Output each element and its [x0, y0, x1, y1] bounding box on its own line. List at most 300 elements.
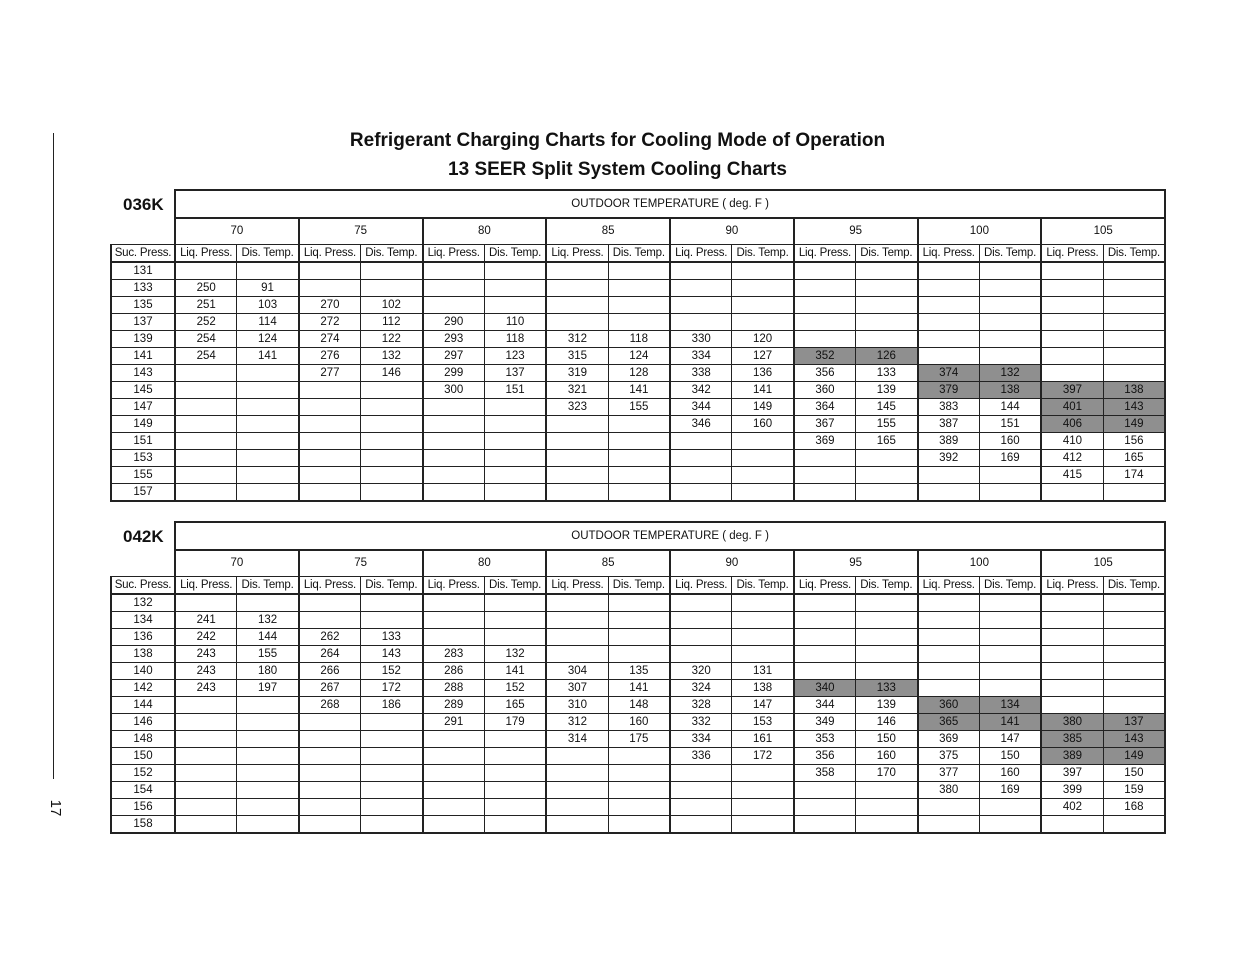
discharge-temp-cell — [979, 663, 1041, 680]
discharge-temp-header: Dis. Temp. — [237, 245, 299, 263]
discharge-temp-cell — [608, 450, 670, 467]
liquid-pressure-cell — [423, 416, 485, 433]
table-row — [111, 748, 1165, 765]
liquid-pressure-cell — [175, 765, 237, 782]
table-row — [111, 612, 1165, 629]
liquid-pressure-cell — [1041, 331, 1103, 348]
temp-header: 105 — [1041, 218, 1165, 245]
model-row — [111, 522, 1165, 550]
table-row — [111, 382, 1165, 399]
discharge-temp-header: Dis. Temp. — [484, 245, 546, 263]
discharge-temp-cell — [1103, 816, 1165, 834]
discharge-temp-cell — [856, 467, 918, 484]
discharge-temp-header: Dis. Temp. — [979, 577, 1041, 595]
liquid-pressure-cell — [794, 816, 856, 834]
discharge-temp-cell — [979, 280, 1041, 297]
liquid-pressure-cell — [423, 748, 485, 765]
suction-pressure-cell: 142 — [111, 680, 175, 697]
liquid-pressure-cell: 262 — [299, 629, 361, 646]
discharge-temp-cell — [484, 433, 546, 450]
liquid-pressure-header: Liq. Press. — [299, 245, 361, 263]
table-row — [111, 365, 1165, 382]
discharge-temp-cell: 141 — [979, 714, 1041, 731]
suction-pressure-cell: 132 — [111, 594, 175, 612]
liquid-pressure-cell: 346 — [670, 416, 732, 433]
discharge-temp-cell — [1103, 680, 1165, 697]
discharge-temp-cell: 146 — [856, 714, 918, 731]
liquid-pressure-cell — [794, 331, 856, 348]
liquid-pressure-cell: 243 — [175, 646, 237, 663]
discharge-temp-cell: 159 — [1103, 782, 1165, 799]
liquid-pressure-cell — [423, 484, 485, 502]
liquid-pressure-cell — [1041, 484, 1103, 502]
discharge-temp-cell: 132 — [237, 612, 299, 629]
liquid-pressure-cell — [794, 262, 856, 280]
table-row — [111, 629, 1165, 646]
discharge-temp-cell — [732, 484, 794, 502]
temp-header: 100 — [918, 218, 1042, 245]
discharge-temp-cell: 112 — [361, 314, 423, 331]
suction-pressure-header: Suc. Press. — [111, 577, 175, 595]
liquid-pressure-header: Liq. Press. — [546, 245, 608, 263]
discharge-temp-cell — [484, 612, 546, 629]
table-row — [111, 433, 1165, 450]
liquid-pressure-cell — [546, 765, 608, 782]
discharge-temp-cell — [484, 748, 546, 765]
liquid-pressure-cell — [1041, 348, 1103, 365]
discharge-temp-cell — [856, 629, 918, 646]
liquid-pressure-cell — [670, 816, 732, 834]
discharge-temp-cell — [1103, 697, 1165, 714]
liquid-pressure-cell — [423, 612, 485, 629]
discharge-temp-cell: 139 — [856, 382, 918, 399]
liquid-pressure-cell: 243 — [175, 663, 237, 680]
discharge-temp-cell — [361, 262, 423, 280]
discharge-temp-header: Dis. Temp. — [979, 245, 1041, 263]
discharge-temp-cell — [608, 765, 670, 782]
discharge-temp-cell — [979, 612, 1041, 629]
discharge-temp-cell: 149 — [1103, 416, 1165, 433]
liquid-pressure-cell: 250 — [175, 280, 237, 297]
table-row — [111, 680, 1165, 697]
discharge-temp-cell — [484, 297, 546, 314]
discharge-temp-cell — [979, 314, 1041, 331]
liquid-pressure-header: Liq. Press. — [299, 577, 361, 595]
liquid-pressure-cell: 319 — [546, 365, 608, 382]
liquid-pressure-cell — [175, 365, 237, 382]
table-row — [111, 450, 1165, 467]
suction-pressure-cell: 143 — [111, 365, 175, 382]
discharge-temp-cell — [361, 433, 423, 450]
liquid-pressure-cell: 340 — [794, 680, 856, 697]
discharge-temp-cell — [608, 629, 670, 646]
liquid-pressure-cell: 399 — [1041, 782, 1103, 799]
liquid-pressure-cell: 377 — [918, 765, 980, 782]
discharge-temp-cell: 134 — [979, 697, 1041, 714]
discharge-temp-cell — [856, 782, 918, 799]
liquid-pressure-cell — [423, 629, 485, 646]
discharge-temp-cell — [237, 433, 299, 450]
discharge-temp-cell: 152 — [361, 663, 423, 680]
discharge-temp-cell: 141 — [608, 680, 670, 697]
discharge-temp-cell — [361, 765, 423, 782]
liquid-pressure-cell: 342 — [670, 382, 732, 399]
discharge-temp-cell — [361, 484, 423, 502]
liquid-pressure-cell — [423, 816, 485, 834]
discharge-temp-cell — [608, 594, 670, 612]
discharge-temp-cell — [856, 262, 918, 280]
temp-header: 75 — [299, 218, 423, 245]
discharge-temp-cell — [484, 467, 546, 484]
page-number: 17 — [47, 799, 64, 817]
discharge-temp-cell — [608, 748, 670, 765]
liquid-pressure-cell — [423, 297, 485, 314]
table-row — [111, 399, 1165, 416]
discharge-temp-header: Dis. Temp. — [732, 245, 794, 263]
liquid-pressure-cell: 320 — [670, 663, 732, 680]
liquid-pressure-cell — [299, 799, 361, 816]
liquid-pressure-cell: 297 — [423, 348, 485, 365]
discharge-temp-cell: 120 — [732, 331, 794, 348]
discharge-temp-cell: 139 — [856, 697, 918, 714]
liquid-pressure-cell — [794, 297, 856, 314]
discharge-temp-cell — [732, 629, 794, 646]
discharge-temp-cell — [1103, 314, 1165, 331]
liquid-pressure-cell — [918, 262, 980, 280]
liquid-pressure-cell: 324 — [670, 680, 732, 697]
discharge-temp-cell — [484, 731, 546, 748]
discharge-temp-cell: 155 — [856, 416, 918, 433]
discharge-temp-cell — [732, 433, 794, 450]
liquid-pressure-cell: 277 — [299, 365, 361, 382]
liquid-pressure-cell — [423, 731, 485, 748]
table-row — [111, 663, 1165, 680]
liquid-pressure-cell — [918, 680, 980, 697]
discharge-temp-cell: 151 — [979, 416, 1041, 433]
discharge-temp-cell — [1103, 629, 1165, 646]
liquid-pressure-cell — [423, 782, 485, 799]
liquid-pressure-cell — [423, 467, 485, 484]
discharge-temp-cell: 169 — [979, 782, 1041, 799]
discharge-temp-cell — [1103, 663, 1165, 680]
liquid-pressure-cell — [794, 646, 856, 663]
discharge-temp-cell: 141 — [732, 382, 794, 399]
liquid-pressure-cell: 389 — [1041, 748, 1103, 765]
discharge-temp-cell — [856, 314, 918, 331]
table-row — [111, 731, 1165, 748]
liquid-pressure-cell: 299 — [423, 365, 485, 382]
liquid-pressure-cell — [918, 467, 980, 484]
discharge-temp-header: Dis. Temp. — [484, 577, 546, 595]
liquid-pressure-cell — [546, 594, 608, 612]
temperature-row — [111, 550, 1165, 577]
discharge-temp-cell — [608, 280, 670, 297]
liquid-pressure-cell — [670, 646, 732, 663]
discharge-temp-cell — [608, 816, 670, 834]
liquid-pressure-cell — [1041, 262, 1103, 280]
discharge-temp-header: Dis. Temp. — [856, 245, 918, 263]
liquid-pressure-header: Liq. Press. — [423, 577, 485, 595]
suction-pressure-cell: 153 — [111, 450, 175, 467]
suction-pressure-cell: 155 — [111, 467, 175, 484]
liquid-pressure-cell — [175, 697, 237, 714]
discharge-temp-cell: 138 — [732, 680, 794, 697]
liquid-pressure-cell: 321 — [546, 382, 608, 399]
discharge-temp-cell — [237, 594, 299, 612]
discharge-temp-cell: 133 — [856, 680, 918, 697]
discharge-temp-cell: 138 — [979, 382, 1041, 399]
liquid-pressure-cell — [794, 663, 856, 680]
liquid-pressure-cell — [794, 484, 856, 502]
temp-header: 95 — [794, 550, 918, 577]
liquid-pressure-cell — [546, 297, 608, 314]
temp-header: 80 — [423, 550, 547, 577]
liquid-pressure-header: Liq. Press. — [794, 577, 856, 595]
discharge-temp-cell — [361, 714, 423, 731]
liquid-pressure-cell — [1041, 314, 1103, 331]
temp-header: 90 — [670, 218, 794, 245]
liquid-pressure-cell — [918, 594, 980, 612]
liquid-pressure-cell: 328 — [670, 697, 732, 714]
liquid-pressure-cell — [794, 314, 856, 331]
liquid-pressure-cell — [918, 646, 980, 663]
discharge-temp-cell: 146 — [361, 365, 423, 382]
discharge-temp-cell: 179 — [484, 714, 546, 731]
discharge-temp-cell: 137 — [484, 365, 546, 382]
discharge-temp-cell — [979, 348, 1041, 365]
liquid-pressure-cell — [546, 612, 608, 629]
discharge-temp-cell: 147 — [732, 697, 794, 714]
liquid-pressure-cell: 401 — [1041, 399, 1103, 416]
suction-pressure-cell: 136 — [111, 629, 175, 646]
liquid-pressure-cell: 338 — [670, 365, 732, 382]
discharge-temp-cell — [237, 262, 299, 280]
discharge-temp-cell: 132 — [361, 348, 423, 365]
liquid-pressure-cell — [175, 450, 237, 467]
liquid-pressure-cell — [670, 799, 732, 816]
liquid-pressure-header: Liq. Press. — [670, 577, 732, 595]
liquid-pressure-cell — [918, 612, 980, 629]
discharge-temp-cell: 124 — [608, 348, 670, 365]
table-row — [111, 697, 1165, 714]
discharge-temp-cell: 170 — [856, 765, 918, 782]
discharge-temp-cell — [237, 714, 299, 731]
discharge-temp-cell: 124 — [237, 331, 299, 348]
liquid-pressure-cell: 251 — [175, 297, 237, 314]
liquid-pressure-cell — [423, 262, 485, 280]
discharge-temp-cell — [608, 416, 670, 433]
liquid-pressure-cell: 254 — [175, 348, 237, 365]
liquid-pressure-cell — [546, 450, 608, 467]
suction-pressure-cell: 144 — [111, 697, 175, 714]
model-label: 042K — [123, 526, 164, 546]
liquid-pressure-cell — [175, 433, 237, 450]
discharge-temp-cell: 161 — [732, 731, 794, 748]
discharge-temp-cell — [361, 450, 423, 467]
liquid-pressure-cell: 293 — [423, 331, 485, 348]
liquid-pressure-cell — [423, 594, 485, 612]
liquid-pressure-cell — [1041, 612, 1103, 629]
liquid-pressure-cell: 243 — [175, 680, 237, 697]
discharge-temp-cell: 165 — [484, 697, 546, 714]
table-row — [111, 348, 1165, 365]
discharge-temp-cell — [1103, 484, 1165, 502]
discharge-temp-cell — [856, 594, 918, 612]
discharge-temp-header: Dis. Temp. — [1103, 577, 1165, 595]
discharge-temp-cell: 133 — [856, 365, 918, 382]
discharge-temp-cell — [361, 399, 423, 416]
liquid-pressure-cell — [918, 331, 980, 348]
discharge-temp-cell — [484, 799, 546, 816]
discharge-temp-cell — [1103, 331, 1165, 348]
liquid-pressure-cell — [918, 816, 980, 834]
liquid-pressure-cell — [175, 416, 237, 433]
discharge-temp-cell: 165 — [1103, 450, 1165, 467]
discharge-temp-cell: 135 — [608, 663, 670, 680]
discharge-temp-cell — [856, 816, 918, 834]
liquid-pressure-cell — [546, 262, 608, 280]
discharge-temp-cell: 160 — [979, 433, 1041, 450]
liquid-pressure-cell: 364 — [794, 399, 856, 416]
liquid-pressure-cell: 290 — [423, 314, 485, 331]
liquid-pressure-cell — [1041, 663, 1103, 680]
liquid-pressure-cell — [175, 382, 237, 399]
discharge-temp-cell: 160 — [608, 714, 670, 731]
liquid-pressure-cell — [299, 816, 361, 834]
liquid-pressure-cell: 365 — [918, 714, 980, 731]
liquid-pressure-cell — [546, 629, 608, 646]
discharge-temp-cell — [856, 331, 918, 348]
discharge-temp-header: Dis. Temp. — [732, 577, 794, 595]
liquid-pressure-cell — [918, 348, 980, 365]
discharge-temp-cell — [732, 765, 794, 782]
liquid-pressure-cell: 360 — [794, 382, 856, 399]
discharge-temp-cell — [979, 262, 1041, 280]
discharge-temp-cell — [732, 450, 794, 467]
temp-header: 105 — [1041, 550, 1165, 577]
suction-pressure-cell: 135 — [111, 297, 175, 314]
discharge-temp-cell: 136 — [732, 365, 794, 382]
discharge-temp-cell — [608, 314, 670, 331]
discharge-temp-cell: 172 — [732, 748, 794, 765]
discharge-temp-cell: 150 — [1103, 765, 1165, 782]
discharge-temp-cell: 150 — [979, 748, 1041, 765]
liquid-pressure-cell — [175, 714, 237, 731]
liquid-pressure-cell: 360 — [918, 697, 980, 714]
liquid-pressure-cell — [299, 612, 361, 629]
liquid-pressure-cell — [299, 433, 361, 450]
liquid-pressure-cell — [299, 262, 361, 280]
liquid-pressure-cell — [794, 629, 856, 646]
discharge-temp-cell: 197 — [237, 680, 299, 697]
discharge-temp-cell: 155 — [608, 399, 670, 416]
discharge-temp-cell: 141 — [608, 382, 670, 399]
liquid-pressure-cell: 254 — [175, 331, 237, 348]
temp-header: 90 — [670, 550, 794, 577]
discharge-temp-cell — [608, 612, 670, 629]
liquid-pressure-cell: 367 — [794, 416, 856, 433]
liquid-pressure-cell — [1041, 594, 1103, 612]
liquid-pressure-cell — [670, 314, 732, 331]
suction-pressure-cell: 147 — [111, 399, 175, 416]
liquid-pressure-cell — [423, 799, 485, 816]
discharge-temp-cell: 110 — [484, 314, 546, 331]
liquid-pressure-cell: 412 — [1041, 450, 1103, 467]
discharge-temp-cell — [237, 748, 299, 765]
liquid-pressure-cell — [546, 782, 608, 799]
suction-pressure-cell: 156 — [111, 799, 175, 816]
liquid-pressure-cell: 310 — [546, 697, 608, 714]
liquid-pressure-header: Liq. Press. — [670, 245, 732, 263]
discharge-temp-cell: 160 — [732, 416, 794, 433]
discharge-temp-cell — [608, 433, 670, 450]
discharge-temp-cell — [856, 612, 918, 629]
discharge-temp-cell — [979, 594, 1041, 612]
discharge-temp-cell: 137 — [1103, 714, 1165, 731]
discharge-temp-cell — [1103, 297, 1165, 314]
discharge-temp-cell: 175 — [608, 731, 670, 748]
liquid-pressure-cell — [299, 748, 361, 765]
discharge-temp-cell — [856, 484, 918, 502]
liquid-pressure-cell: 379 — [918, 382, 980, 399]
discharge-temp-cell — [484, 484, 546, 502]
liquid-pressure-cell — [423, 280, 485, 297]
liquid-pressure-cell: 380 — [918, 782, 980, 799]
discharge-temp-cell — [484, 262, 546, 280]
liquid-pressure-header: Liq. Press. — [918, 245, 980, 263]
liquid-pressure-cell: 283 — [423, 646, 485, 663]
suction-pressure-cell: 151 — [111, 433, 175, 450]
discharge-temp-cell — [608, 782, 670, 799]
liquid-pressure-cell — [299, 714, 361, 731]
suction-pressure-cell: 148 — [111, 731, 175, 748]
liquid-pressure-cell: 288 — [423, 680, 485, 697]
liquid-pressure-cell — [299, 731, 361, 748]
liquid-pressure-cell — [175, 399, 237, 416]
discharge-temp-cell — [237, 382, 299, 399]
liquid-pressure-cell: 252 — [175, 314, 237, 331]
discharge-temp-cell — [856, 450, 918, 467]
liquid-pressure-cell — [918, 663, 980, 680]
liquid-pressure-cell — [175, 467, 237, 484]
liquid-pressure-cell: 307 — [546, 680, 608, 697]
discharge-temp-cell — [237, 816, 299, 834]
liquid-pressure-cell: 374 — [918, 365, 980, 382]
discharge-temp-cell — [484, 399, 546, 416]
suction-pressure-cell: 158 — [111, 816, 175, 834]
discharge-temp-cell: 123 — [484, 348, 546, 365]
liquid-pressure-cell: 274 — [299, 331, 361, 348]
discharge-temp-cell: 131 — [732, 663, 794, 680]
liquid-pressure-header: Liq. Press. — [918, 577, 980, 595]
page-title: Refrigerant Charging Charts for Cooling Mode of Operation — [349, 130, 886, 151]
discharge-temp-cell — [732, 297, 794, 314]
liquid-pressure-cell — [670, 594, 732, 612]
discharge-temp-cell — [608, 484, 670, 502]
discharge-temp-cell: 127 — [732, 348, 794, 365]
discharge-temp-cell — [237, 765, 299, 782]
discharge-temp-cell: 122 — [361, 331, 423, 348]
liquid-pressure-header: Liq. Press. — [423, 245, 485, 263]
liquid-pressure-cell — [794, 467, 856, 484]
temp-header: 85 — [546, 550, 670, 577]
liquid-pressure-cell — [1041, 680, 1103, 697]
liquid-pressure-cell: 332 — [670, 714, 732, 731]
liquid-pressure-cell — [794, 450, 856, 467]
discharge-temp-cell — [856, 297, 918, 314]
liquid-pressure-cell — [670, 484, 732, 502]
liquid-pressure-cell: 385 — [1041, 731, 1103, 748]
